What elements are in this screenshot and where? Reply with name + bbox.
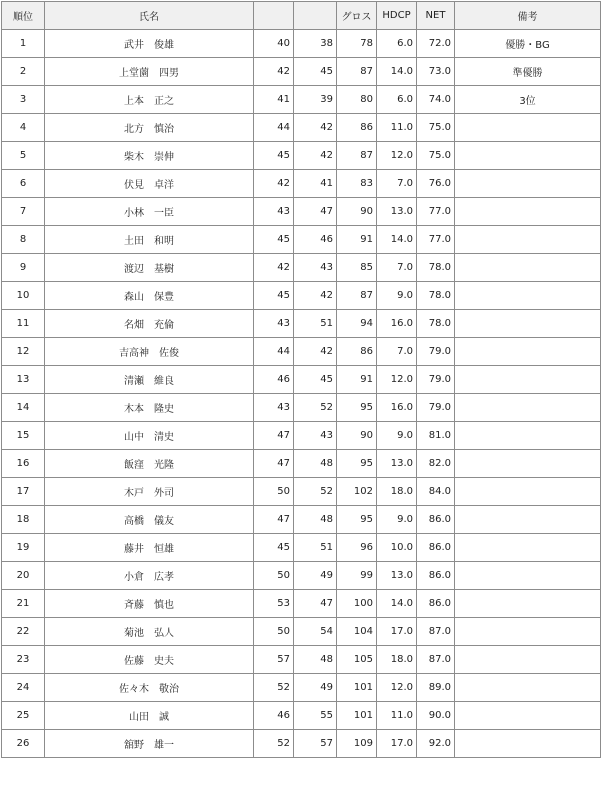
out-score-cell: 42 bbox=[254, 254, 294, 282]
in-score-cell: 42 bbox=[294, 142, 337, 170]
header-net: NET bbox=[417, 2, 455, 30]
rank-cell: 15 bbox=[2, 422, 45, 450]
net-cell: 78.0 bbox=[417, 310, 455, 338]
in-score-cell: 47 bbox=[294, 198, 337, 226]
out-score-cell: 41 bbox=[254, 86, 294, 114]
out-score-cell: 45 bbox=[254, 534, 294, 562]
table-row bbox=[2, 58, 601, 86]
rank-cell: 10 bbox=[2, 282, 45, 310]
gross-cell: 102 bbox=[337, 478, 377, 506]
net-cell: 82.0 bbox=[417, 450, 455, 478]
table-row bbox=[2, 310, 601, 338]
hdcp-cell: 13.0 bbox=[377, 450, 417, 478]
net-cell: 84.0 bbox=[417, 478, 455, 506]
net-cell: 76.0 bbox=[417, 170, 455, 198]
in-score-cell: 51 bbox=[294, 534, 337, 562]
note-cell bbox=[455, 282, 601, 310]
net-cell: 81.0 bbox=[417, 422, 455, 450]
in-score-cell: 47 bbox=[294, 590, 337, 618]
hdcp-cell: 18.0 bbox=[377, 478, 417, 506]
hdcp-cell: 7.0 bbox=[377, 170, 417, 198]
rank-cell: 7 bbox=[2, 198, 45, 226]
rank-cell: 13 bbox=[2, 366, 45, 394]
note-cell bbox=[455, 674, 601, 702]
gross-cell: 94 bbox=[337, 310, 377, 338]
net-cell: 75.0 bbox=[417, 142, 455, 170]
note-cell bbox=[455, 366, 601, 394]
hdcp-cell: 6.0 bbox=[377, 86, 417, 114]
out-score-cell: 53 bbox=[254, 590, 294, 618]
out-score-cell: 46 bbox=[254, 366, 294, 394]
gross-cell: 101 bbox=[337, 702, 377, 730]
name-cell: 飯窪 光隆 bbox=[45, 450, 254, 478]
table-row bbox=[2, 646, 601, 674]
out-score-cell: 52 bbox=[254, 674, 294, 702]
in-score-cell: 42 bbox=[294, 114, 337, 142]
net-cell: 86.0 bbox=[417, 590, 455, 618]
rank-cell: 6 bbox=[2, 170, 45, 198]
in-score-cell: 46 bbox=[294, 226, 337, 254]
net-cell: 87.0 bbox=[417, 618, 455, 646]
results-table bbox=[1, 1, 601, 758]
gross-cell: 86 bbox=[337, 114, 377, 142]
table-row bbox=[2, 506, 601, 534]
table-row bbox=[2, 450, 601, 478]
note-cell bbox=[455, 422, 601, 450]
table-row bbox=[2, 478, 601, 506]
out-score-cell: 50 bbox=[254, 618, 294, 646]
name-cell: 北方 慎治 bbox=[45, 114, 254, 142]
net-cell: 86.0 bbox=[417, 562, 455, 590]
table-row bbox=[2, 170, 601, 198]
table-row bbox=[2, 674, 601, 702]
gross-cell: 83 bbox=[337, 170, 377, 198]
hdcp-cell: 9.0 bbox=[377, 422, 417, 450]
in-score-cell: 48 bbox=[294, 646, 337, 674]
header-out bbox=[254, 2, 294, 30]
table-row bbox=[2, 422, 601, 450]
out-score-cell: 50 bbox=[254, 478, 294, 506]
in-score-cell: 52 bbox=[294, 394, 337, 422]
rank-cell: 22 bbox=[2, 618, 45, 646]
name-cell: 佐々木 敬治 bbox=[45, 674, 254, 702]
out-score-cell: 45 bbox=[254, 142, 294, 170]
name-cell: 柴木 崇伸 bbox=[45, 142, 254, 170]
name-cell: 高橋 儀友 bbox=[45, 506, 254, 534]
table-row bbox=[2, 618, 601, 646]
hdcp-cell: 9.0 bbox=[377, 282, 417, 310]
rank-cell: 24 bbox=[2, 674, 45, 702]
net-cell: 86.0 bbox=[417, 534, 455, 562]
note-cell bbox=[455, 534, 601, 562]
net-cell: 92.0 bbox=[417, 730, 455, 758]
name-cell: 上堂薗 四男 bbox=[45, 58, 254, 86]
in-score-cell: 45 bbox=[294, 58, 337, 86]
rank-cell: 17 bbox=[2, 478, 45, 506]
table-row bbox=[2, 114, 601, 142]
out-score-cell: 46 bbox=[254, 702, 294, 730]
name-cell: 山中 清史 bbox=[45, 422, 254, 450]
header-hdcp: HDCP bbox=[377, 2, 417, 30]
rank-cell: 19 bbox=[2, 534, 45, 562]
note-cell bbox=[455, 590, 601, 618]
in-score-cell: 52 bbox=[294, 478, 337, 506]
in-score-cell: 51 bbox=[294, 310, 337, 338]
rank-cell: 14 bbox=[2, 394, 45, 422]
gross-cell: 101 bbox=[337, 674, 377, 702]
in-score-cell: 42 bbox=[294, 282, 337, 310]
rank-cell: 8 bbox=[2, 226, 45, 254]
gross-cell: 96 bbox=[337, 534, 377, 562]
table-row bbox=[2, 338, 601, 366]
net-cell: 77.0 bbox=[417, 198, 455, 226]
net-cell: 89.0 bbox=[417, 674, 455, 702]
net-cell: 73.0 bbox=[417, 58, 455, 86]
net-cell: 74.0 bbox=[417, 86, 455, 114]
out-score-cell: 52 bbox=[254, 730, 294, 758]
in-score-cell: 41 bbox=[294, 170, 337, 198]
in-score-cell: 42 bbox=[294, 338, 337, 366]
net-cell: 72.0 bbox=[417, 30, 455, 58]
note-cell bbox=[455, 478, 601, 506]
gross-cell: 105 bbox=[337, 646, 377, 674]
gross-cell: 90 bbox=[337, 198, 377, 226]
net-cell: 90.0 bbox=[417, 702, 455, 730]
note-cell bbox=[455, 114, 601, 142]
hdcp-cell: 12.0 bbox=[377, 142, 417, 170]
rank-cell: 16 bbox=[2, 450, 45, 478]
rank-cell: 23 bbox=[2, 646, 45, 674]
gross-cell: 95 bbox=[337, 506, 377, 534]
out-score-cell: 40 bbox=[254, 30, 294, 58]
rank-cell: 1 bbox=[2, 30, 45, 58]
header-gross: グロス bbox=[337, 2, 377, 30]
gross-cell: 100 bbox=[337, 590, 377, 618]
in-score-cell: 38 bbox=[294, 30, 337, 58]
note-cell bbox=[455, 450, 601, 478]
hdcp-cell: 14.0 bbox=[377, 226, 417, 254]
out-score-cell: 45 bbox=[254, 226, 294, 254]
rank-cell: 2 bbox=[2, 58, 45, 86]
hdcp-cell: 13.0 bbox=[377, 562, 417, 590]
in-score-cell: 54 bbox=[294, 618, 337, 646]
in-score-cell: 43 bbox=[294, 254, 337, 282]
note-cell bbox=[455, 198, 601, 226]
hdcp-cell: 11.0 bbox=[377, 114, 417, 142]
name-cell: 武井 俊雄 bbox=[45, 30, 254, 58]
in-score-cell: 39 bbox=[294, 86, 337, 114]
out-score-cell: 44 bbox=[254, 338, 294, 366]
gross-cell: 87 bbox=[337, 282, 377, 310]
hdcp-cell: 17.0 bbox=[377, 618, 417, 646]
hdcp-cell: 14.0 bbox=[377, 58, 417, 86]
note-cell bbox=[455, 142, 601, 170]
note-cell bbox=[455, 394, 601, 422]
name-cell: 土田 和明 bbox=[45, 226, 254, 254]
gross-cell: 87 bbox=[337, 142, 377, 170]
out-score-cell: 42 bbox=[254, 170, 294, 198]
net-cell: 79.0 bbox=[417, 394, 455, 422]
gross-cell: 95 bbox=[337, 394, 377, 422]
hdcp-cell: 13.0 bbox=[377, 198, 417, 226]
net-cell: 79.0 bbox=[417, 366, 455, 394]
note-cell: 準優勝 bbox=[455, 58, 601, 86]
gross-cell: 109 bbox=[337, 730, 377, 758]
net-cell: 77.0 bbox=[417, 226, 455, 254]
header-note: 備考 bbox=[455, 2, 601, 30]
out-score-cell: 43 bbox=[254, 394, 294, 422]
in-score-cell: 45 bbox=[294, 366, 337, 394]
net-cell: 78.0 bbox=[417, 282, 455, 310]
header-row bbox=[2, 2, 601, 30]
header-rank: 順位 bbox=[2, 2, 45, 30]
rank-cell: 11 bbox=[2, 310, 45, 338]
rank-cell: 18 bbox=[2, 506, 45, 534]
gross-cell: 95 bbox=[337, 450, 377, 478]
table-row bbox=[2, 30, 601, 58]
hdcp-cell: 10.0 bbox=[377, 534, 417, 562]
table-row bbox=[2, 226, 601, 254]
note-cell bbox=[455, 170, 601, 198]
rank-cell: 20 bbox=[2, 562, 45, 590]
rank-cell: 12 bbox=[2, 338, 45, 366]
gross-cell: 99 bbox=[337, 562, 377, 590]
table-row bbox=[2, 590, 601, 618]
table-row bbox=[2, 702, 601, 730]
name-cell: 清瀬 維良 bbox=[45, 366, 254, 394]
name-cell: 小倉 広孝 bbox=[45, 562, 254, 590]
gross-cell: 91 bbox=[337, 366, 377, 394]
gross-cell: 80 bbox=[337, 86, 377, 114]
rank-cell: 25 bbox=[2, 702, 45, 730]
in-score-cell: 57 bbox=[294, 730, 337, 758]
hdcp-cell: 7.0 bbox=[377, 254, 417, 282]
in-score-cell: 49 bbox=[294, 674, 337, 702]
gross-cell: 86 bbox=[337, 338, 377, 366]
note-cell bbox=[455, 702, 601, 730]
note-cell bbox=[455, 618, 601, 646]
note-cell bbox=[455, 730, 601, 758]
note-cell bbox=[455, 646, 601, 674]
note-cell bbox=[455, 226, 601, 254]
header-name: 氏名 bbox=[45, 2, 254, 30]
hdcp-cell: 16.0 bbox=[377, 310, 417, 338]
out-score-cell: 57 bbox=[254, 646, 294, 674]
in-score-cell: 49 bbox=[294, 562, 337, 590]
in-score-cell: 48 bbox=[294, 450, 337, 478]
hdcp-cell: 17.0 bbox=[377, 730, 417, 758]
note-cell bbox=[455, 310, 601, 338]
name-cell: 伏見 卓洋 bbox=[45, 170, 254, 198]
net-cell: 86.0 bbox=[417, 506, 455, 534]
name-cell: 名畑 充倫 bbox=[45, 310, 254, 338]
note-cell bbox=[455, 338, 601, 366]
rank-cell: 21 bbox=[2, 590, 45, 618]
table-row bbox=[2, 562, 601, 590]
table-row bbox=[2, 254, 601, 282]
net-cell: 75.0 bbox=[417, 114, 455, 142]
out-score-cell: 45 bbox=[254, 282, 294, 310]
note-cell bbox=[455, 506, 601, 534]
hdcp-cell: 11.0 bbox=[377, 702, 417, 730]
out-score-cell: 50 bbox=[254, 562, 294, 590]
name-cell: 佐藤 史夫 bbox=[45, 646, 254, 674]
hdcp-cell: 18.0 bbox=[377, 646, 417, 674]
table-row bbox=[2, 534, 601, 562]
name-cell: 菊池 弘人 bbox=[45, 618, 254, 646]
out-score-cell: 44 bbox=[254, 114, 294, 142]
in-score-cell: 55 bbox=[294, 702, 337, 730]
header-in bbox=[294, 2, 337, 30]
rank-cell: 9 bbox=[2, 254, 45, 282]
note-cell bbox=[455, 562, 601, 590]
rank-cell: 4 bbox=[2, 114, 45, 142]
out-score-cell: 43 bbox=[254, 310, 294, 338]
name-cell: 吉高神 佐俊 bbox=[45, 338, 254, 366]
out-score-cell: 47 bbox=[254, 506, 294, 534]
gross-cell: 78 bbox=[337, 30, 377, 58]
name-cell: 斉藤 慎也 bbox=[45, 590, 254, 618]
rank-cell: 26 bbox=[2, 730, 45, 758]
gross-cell: 104 bbox=[337, 618, 377, 646]
rank-cell: 5 bbox=[2, 142, 45, 170]
table-row bbox=[2, 394, 601, 422]
out-score-cell: 47 bbox=[254, 422, 294, 450]
hdcp-cell: 12.0 bbox=[377, 674, 417, 702]
name-cell: 山田 誠 bbox=[45, 702, 254, 730]
out-score-cell: 42 bbox=[254, 58, 294, 86]
name-cell: 森山 保豊 bbox=[45, 282, 254, 310]
out-score-cell: 47 bbox=[254, 450, 294, 478]
table-row bbox=[2, 730, 601, 758]
in-score-cell: 48 bbox=[294, 506, 337, 534]
table-row bbox=[2, 198, 601, 226]
note-cell: 優勝・BG bbox=[455, 30, 601, 58]
hdcp-cell: 7.0 bbox=[377, 338, 417, 366]
net-cell: 78.0 bbox=[417, 254, 455, 282]
rank-cell: 3 bbox=[2, 86, 45, 114]
gross-cell: 91 bbox=[337, 226, 377, 254]
hdcp-cell: 6.0 bbox=[377, 30, 417, 58]
name-cell: 藤井 恒雄 bbox=[45, 534, 254, 562]
table-row bbox=[2, 366, 601, 394]
hdcp-cell: 14.0 bbox=[377, 590, 417, 618]
hdcp-cell: 12.0 bbox=[377, 366, 417, 394]
net-cell: 87.0 bbox=[417, 646, 455, 674]
note-cell bbox=[455, 254, 601, 282]
results-body bbox=[2, 30, 601, 758]
name-cell: 木戸 外司 bbox=[45, 478, 254, 506]
net-cell: 79.0 bbox=[417, 338, 455, 366]
note-cell: 3位 bbox=[455, 86, 601, 114]
table-row bbox=[2, 142, 601, 170]
hdcp-cell: 9.0 bbox=[377, 506, 417, 534]
name-cell: 上本 正之 bbox=[45, 86, 254, 114]
name-cell: 舘野 雄一 bbox=[45, 730, 254, 758]
gross-cell: 90 bbox=[337, 422, 377, 450]
out-score-cell: 43 bbox=[254, 198, 294, 226]
name-cell: 木本 隆史 bbox=[45, 394, 254, 422]
table-row bbox=[2, 282, 601, 310]
in-score-cell: 43 bbox=[294, 422, 337, 450]
gross-cell: 85 bbox=[337, 254, 377, 282]
gross-cell: 87 bbox=[337, 58, 377, 86]
table-row bbox=[2, 86, 601, 114]
name-cell: 小林 一臣 bbox=[45, 198, 254, 226]
name-cell: 渡辺 基樹 bbox=[45, 254, 254, 282]
hdcp-cell: 16.0 bbox=[377, 394, 417, 422]
